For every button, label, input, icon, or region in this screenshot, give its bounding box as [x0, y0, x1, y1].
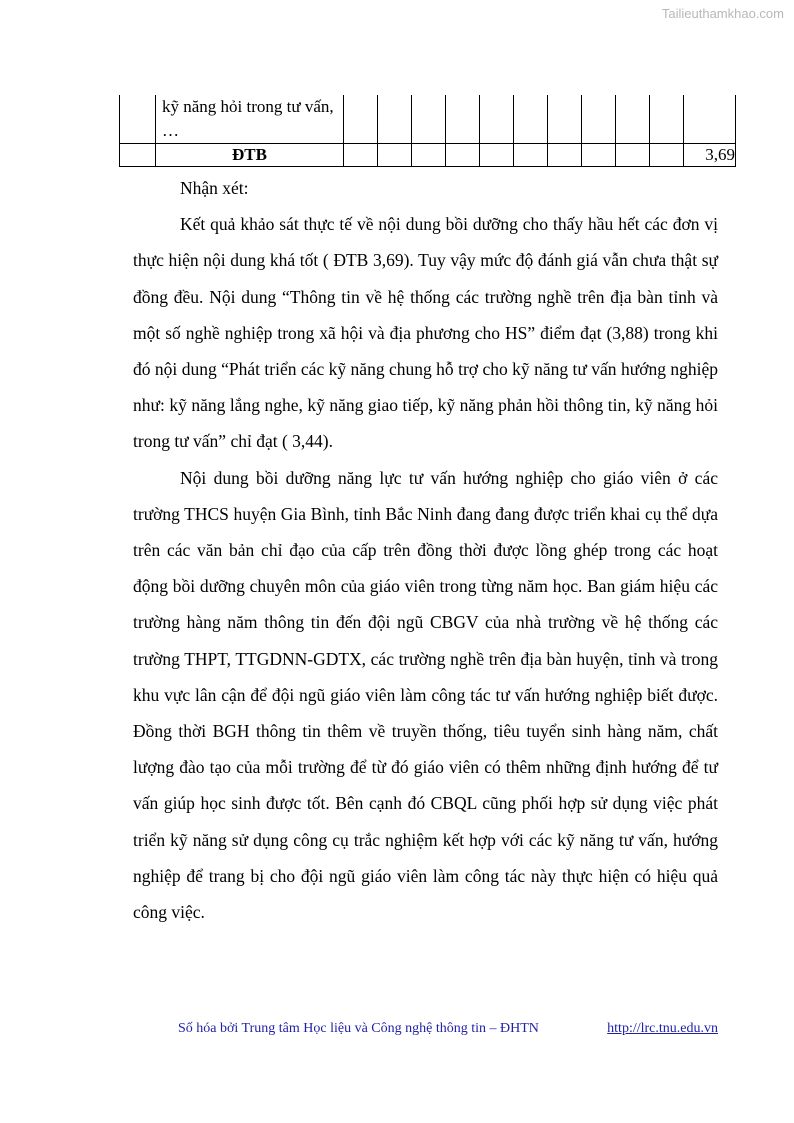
table-cell — [514, 95, 548, 144]
table-cell — [650, 95, 684, 144]
table-row-summary — [120, 144, 736, 167]
table-cell — [582, 95, 616, 144]
table-cell — [120, 144, 156, 167]
footer-credit: Số hóa bởi Trung tâm Học liệu và Công nghệ thông tin – ĐHTN — [178, 1021, 539, 1036]
survey-table — [119, 95, 736, 167]
table-cell — [650, 144, 684, 167]
watermark-text: Tailieuthamkhao.com — [661, 6, 784, 21]
summary-label: ĐTB — [156, 144, 344, 167]
summary-value: 3,69 — [684, 144, 736, 167]
table-cell — [446, 95, 480, 144]
table-cell — [548, 95, 582, 144]
table-cell — [548, 144, 582, 167]
paragraph: Nội dung bồi dưỡng năng lực tư vấn hướng nghiệp cho giáo viên ở các trường THCS huyện Gia Bình, tỉnh Bắc Ninh đang đang được triển khai cụ thể dựa trên các văn bản chỉ đạo của cấp trên đồng thời được lồng ghép trong các hoạt động bồi dưỡng chuyên môn của giáo viên trong từng năm học. Ban giám hiệu các trường hàng năm thông tin đến đội ngũ CBGV của nhà trường về hệ thống các trường THPT, TTGDNN-GDTX, các trường nghề trên địa bàn huyện, tỉnh và trong khu vực lân cận để đội ngũ giáo viên làm công tác tư vấn hướng nghiệp biết được. Đồng thời BGH thông tin thêm về truyền thống, tiêu tuyển sinh hàng năm, chất lượng đào tạo của mỗi trường để từ đó giáo viên có thêm những định hướng để tư vấn giúp học sinh được tốt. Bên cạnh đó CBQL cũng phối hợp sử dụng việc phát triển kỹ năng sử dụng công cụ trắc nghiệm kết hợp với các kỹ năng tư vấn, hướng nghiệp để trang bị cho đội ngũ giáo viên làm công tác này thực hiện có hiệu quả công việc. — [133, 467, 718, 923]
table-cell — [480, 95, 514, 144]
footer-link[interactable]: http://lrc.tnu.edu.vn — [607, 1021, 718, 1036]
table-cell — [480, 144, 514, 167]
table-row — [120, 95, 736, 144]
note-label: Nhận xét: — [180, 178, 249, 198]
table-cell — [378, 144, 412, 167]
table-cell — [616, 144, 650, 167]
page-footer — [178, 1021, 718, 1037]
table-cell — [616, 95, 650, 144]
paragraph: Kết quả khảo sát thực tế về nội dung bồi dưỡng cho thấy hầu hết các đơn vị thực hiện nội dung khá tốt ( ĐTB 3,69). Tuy vậy mức độ đánh giá vẫn chưa thật sự đồng đều. Nội dung “Thông tin về hệ thống các trường nghề trên địa bàn tỉnh và một số nghề nghiệp trong xã hội và địa phương cho HS” điểm đạt (3,88) trong khi đó nội dung “Phát triển các kỹ năng chung hỗ trợ cho kỹ năng tư vấn hướng nghiệp như: kỹ năng lắng nghe, kỹ năng giao tiếp, kỹ năng phản hồi thông tin, kỹ năng hỏi trong tư vấn” chỉ đạt ( 3,44). — [133, 214, 718, 452]
table-cell-content — [156, 95, 344, 144]
table-cell — [412, 144, 446, 167]
table-cell — [344, 95, 378, 144]
table-cell — [684, 95, 736, 144]
table-cell — [412, 95, 446, 144]
document-body — [133, 170, 718, 930]
table-cell — [514, 144, 548, 167]
table-cell — [582, 144, 616, 167]
table-cell — [446, 144, 480, 167]
table-cell — [344, 144, 378, 167]
table-cell — [378, 95, 412, 144]
table-cell-text: kỹ năng hỏi trong tư vấn, … — [162, 97, 334, 140]
table-cell — [120, 95, 156, 144]
